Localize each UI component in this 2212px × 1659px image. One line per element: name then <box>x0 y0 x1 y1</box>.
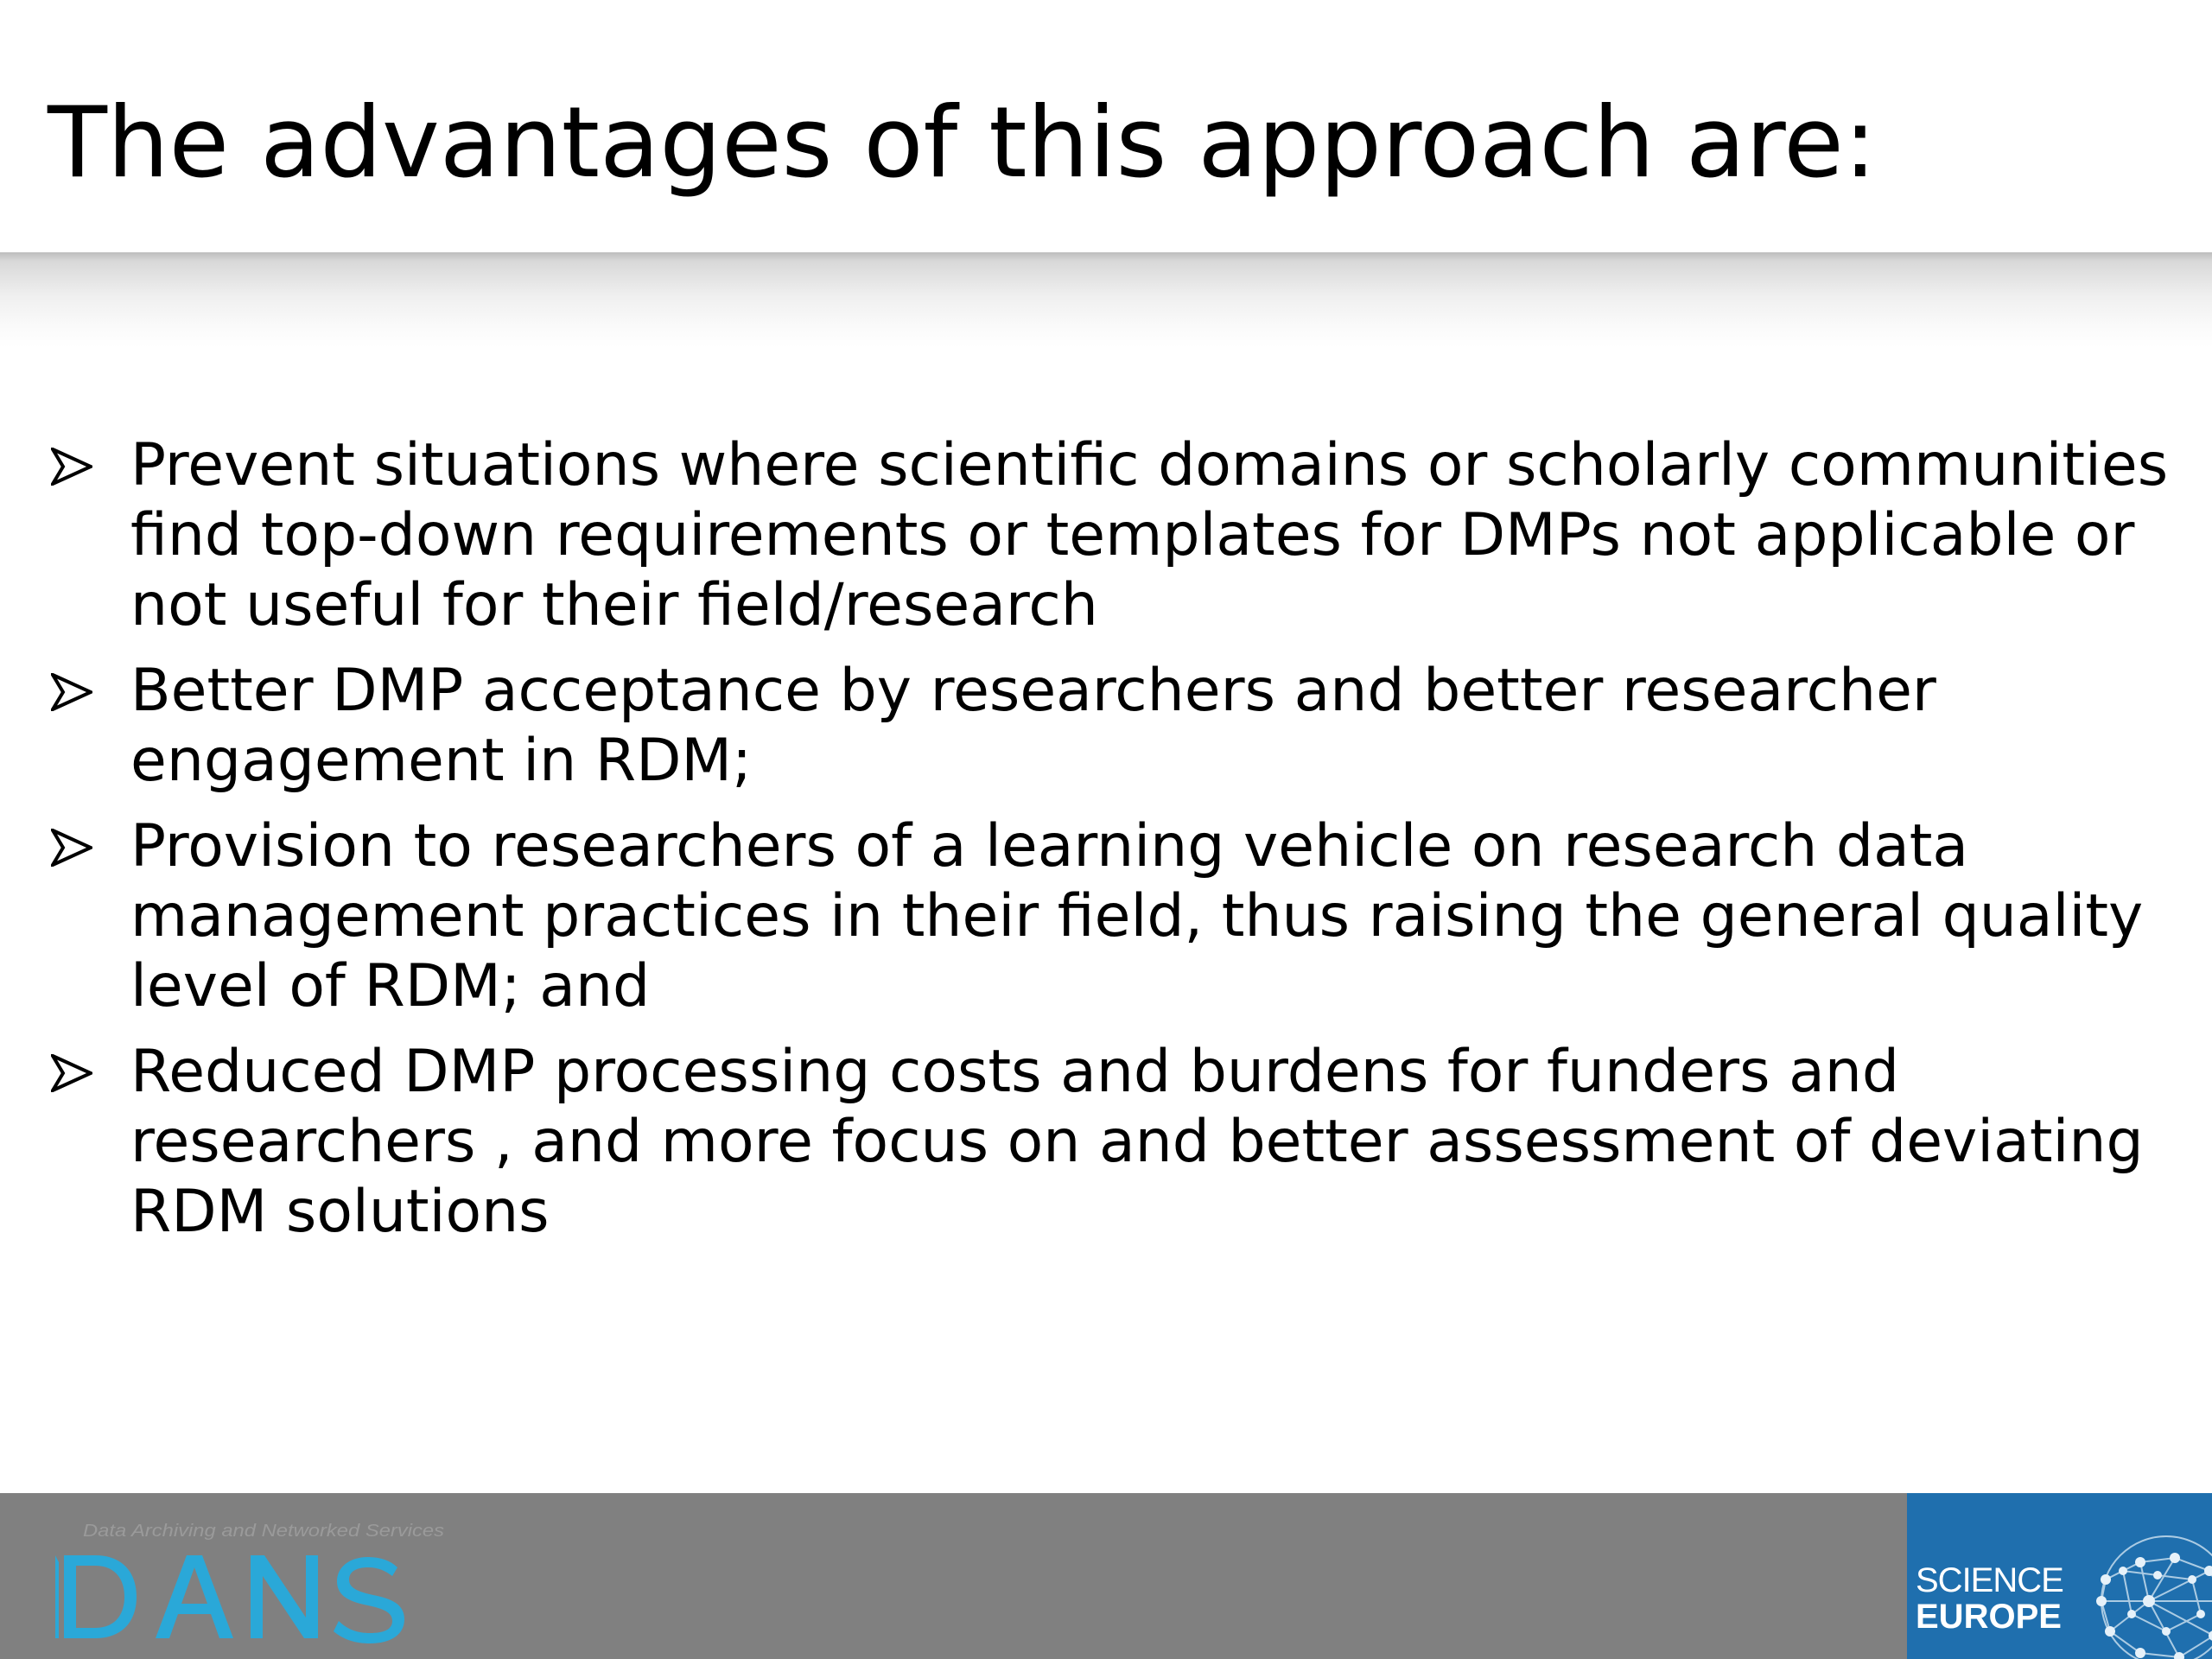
arrowhead-bullet-icon <box>51 673 92 711</box>
arrowhead-bullet-icon <box>51 1054 92 1092</box>
dans-logo-tagline: Data Archiving and Networked Services <box>83 1522 444 1541</box>
bullet-text: Reduced DMP processing costs and burdens for funders and researchers , and more focus on and better assessment of deviating RDM solutions <box>130 1038 2144 1246</box>
science-europe-wordmark <box>1916 1562 2063 1635</box>
globe-mesh-icon <box>2071 1528 2212 1659</box>
science-europe-logo <box>1907 1493 2212 1659</box>
bullet-list <box>48 430 2182 1262</box>
science-europe-line1: SCIENCE <box>1916 1561 2063 1599</box>
arrowhead-bullet-icon <box>51 829 92 867</box>
arrowhead-bullet-icon <box>51 448 92 486</box>
dans-logo <box>50 1517 448 1647</box>
slide-title: The advantages of this approach are: <box>48 86 1877 200</box>
bullet-item <box>48 1037 2182 1247</box>
bullet-item <box>48 430 2182 640</box>
bullet-item <box>48 811 2182 1021</box>
bullet-item <box>48 656 2182 796</box>
title-divider-shadow <box>0 252 2212 347</box>
bullet-text: Better DMP acceptance by researchers and better researcher engagement in RDM; <box>130 657 1936 795</box>
bullet-text: Prevent situations where scientific domains or scholarly communities find top-down requirements or templates for DMPs not applicable or not useful for their field/research <box>130 431 2169 639</box>
bullet-text: Provision to researchers of a learning vehicle on research data management practices in their field, thus raising the general quality level of RDM; and <box>130 812 2144 1020</box>
science-europe-line2: EUROPE <box>1916 1598 2062 1636</box>
